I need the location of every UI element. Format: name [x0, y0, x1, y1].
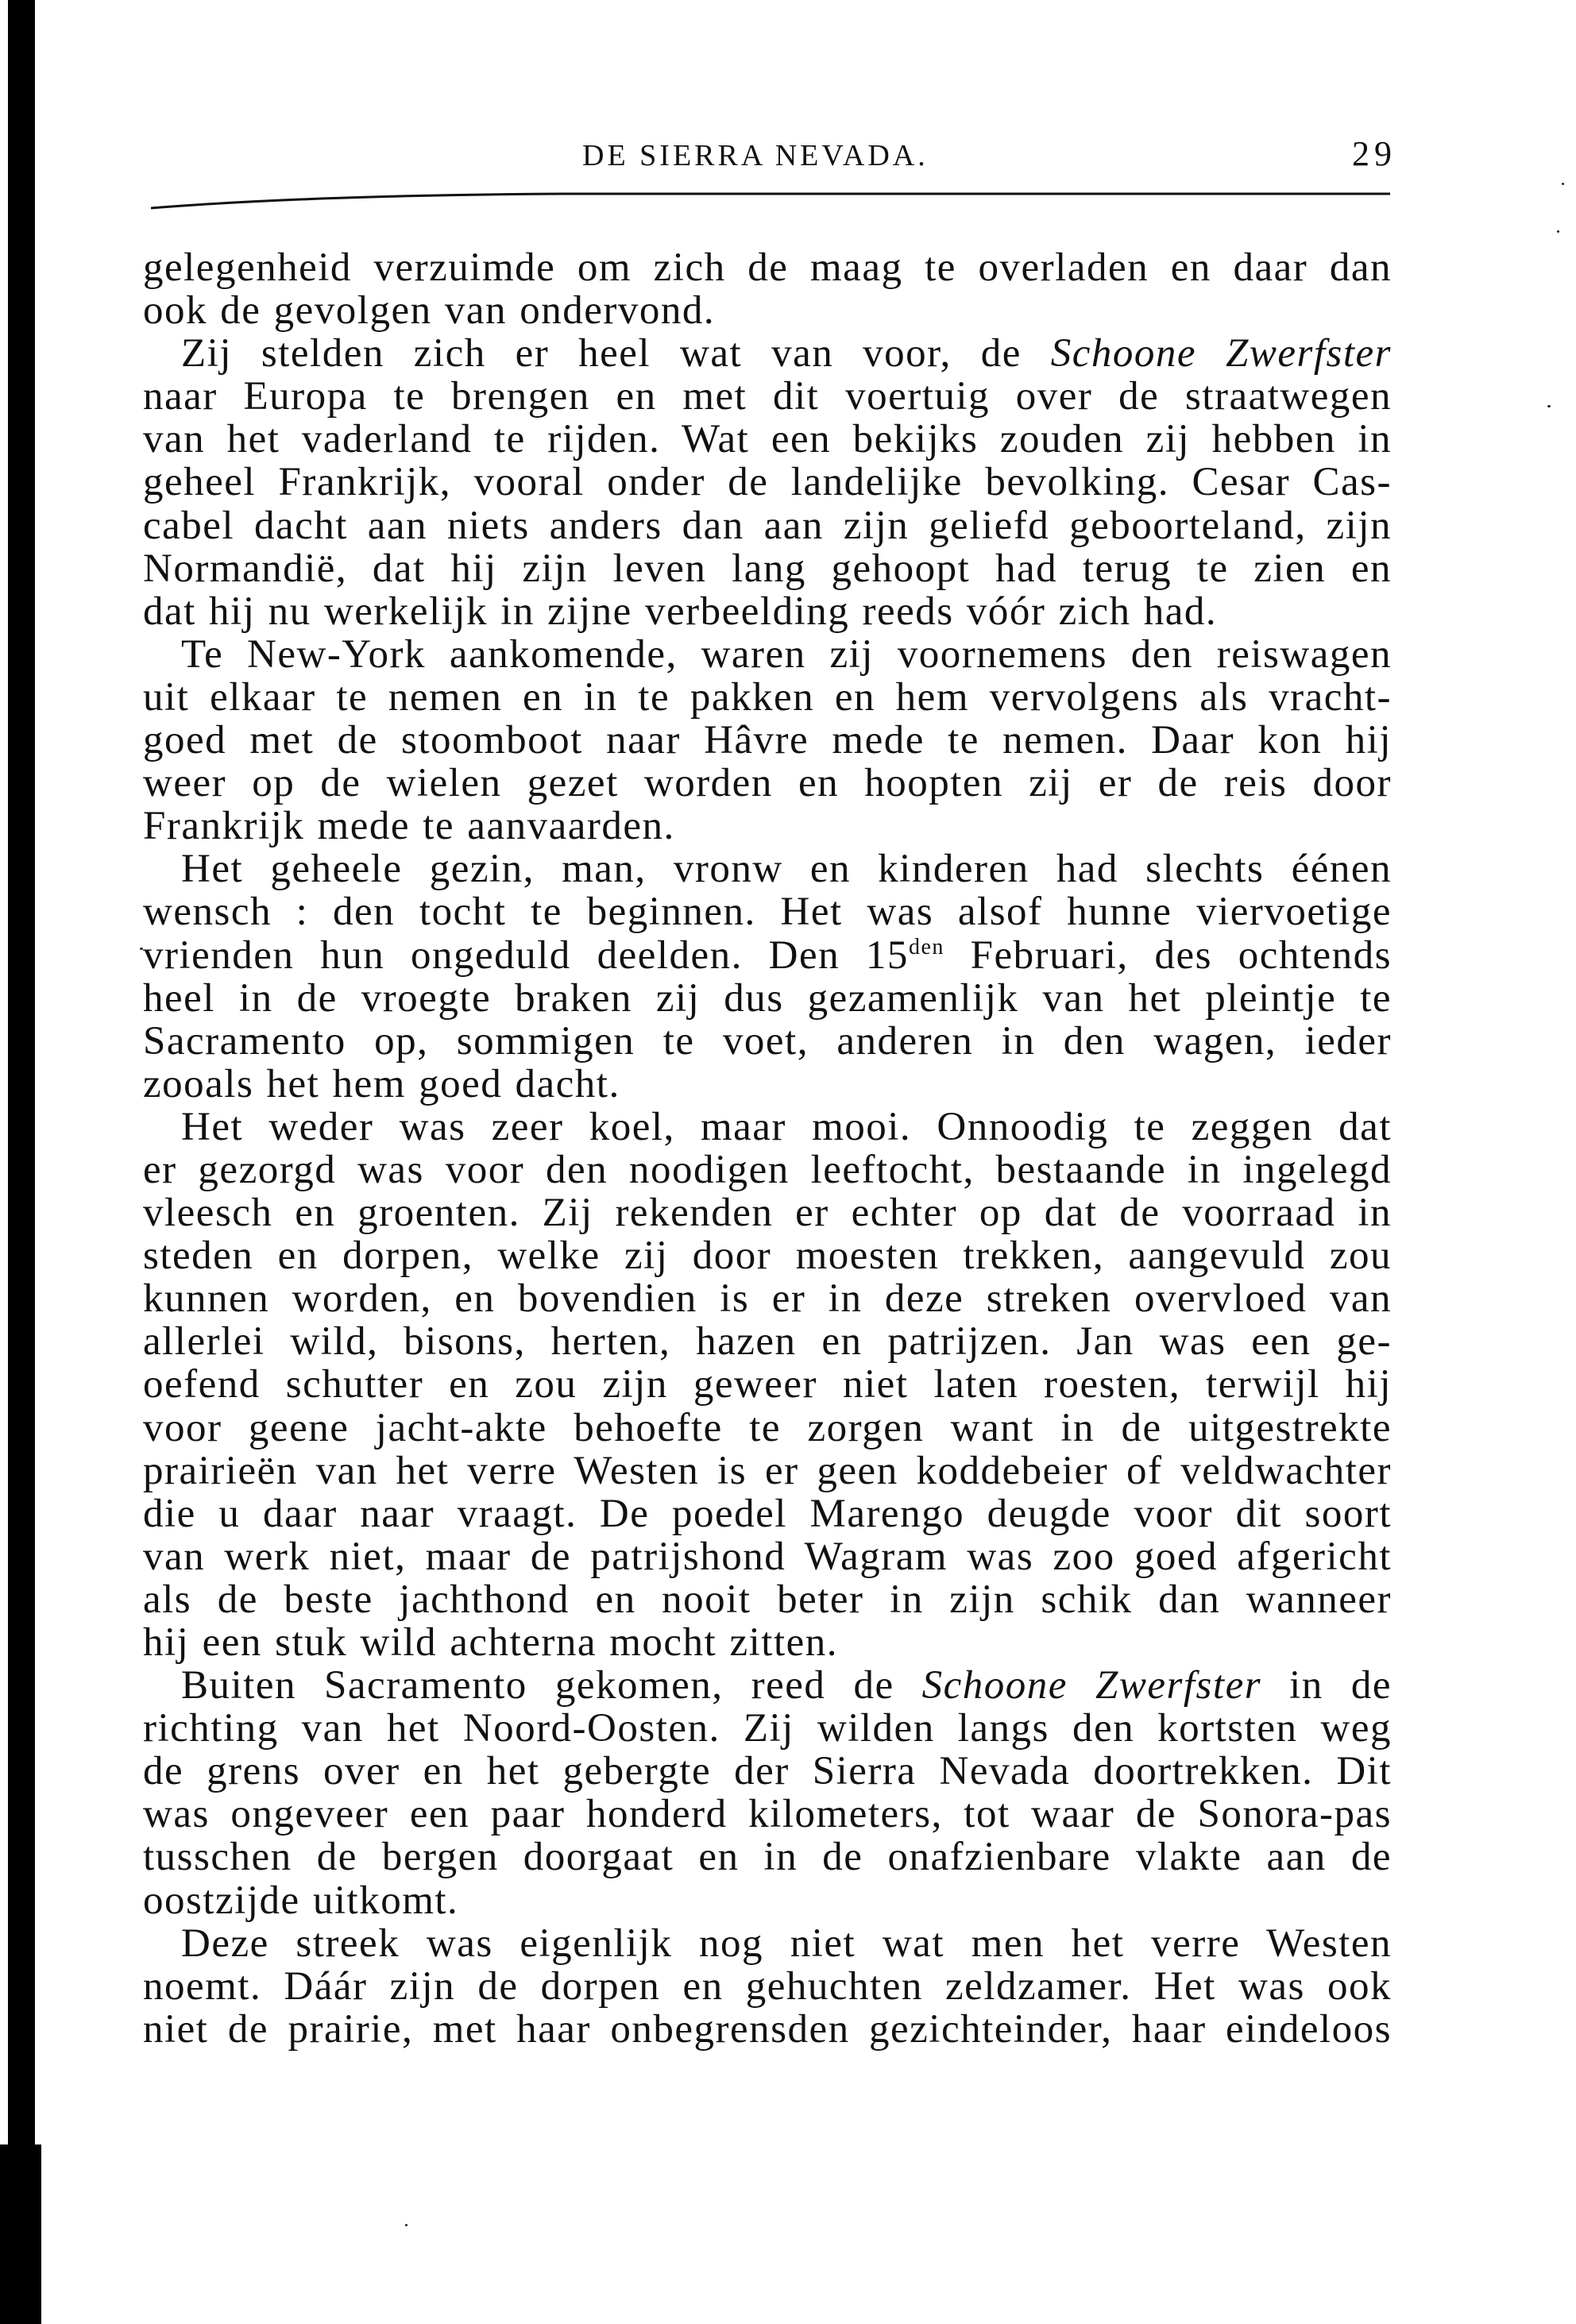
- text-line-content: dat hij nu werkelijk in zijne verbeelding reeds vóór zich had.: [143, 589, 1218, 634]
- italic-title: Schoone Zwerfster: [921, 1663, 1262, 1708]
- text-line: [143, 1148, 1392, 1191]
- text-line-content: Zij stelden zich er heel wat van voor, de: [181, 331, 1051, 376]
- text-line-content: noemt. Dáár zijn de dorpen en gehuchten zeldzamer. Het was ook: [143, 1963, 1392, 2009]
- text-line: [143, 1063, 1392, 1106]
- text-line: [143, 375, 1392, 418]
- text-line-content: oostzijde uitkomt.: [143, 1878, 459, 1923]
- text-line-content: cabel dacht aan niets anders dan aan zijn geliefd geboorteland, zijn: [143, 503, 1392, 548]
- text-line: [143, 1621, 1392, 1664]
- text-line-content: Te New-York aankomende, waren zij voornemens den reiswagen: [181, 631, 1392, 677]
- text-line-content: die u daar naar vraagt. De poedel Marengo deugde voor dit soort: [143, 1491, 1392, 1536]
- text-line-content: uit elkaar te nemen en in te pakken en hem vervolgens als vracht-: [143, 674, 1392, 720]
- text-line: [143, 1277, 1392, 1320]
- text-line: [143, 332, 1392, 375]
- text-line: [143, 246, 1392, 289]
- header-rule: [151, 191, 1390, 210]
- scan-speck: [1547, 405, 1551, 407]
- text-line-content: er gezorgd was voor den noodigen leeftocht, bestaande in ingelegd: [143, 1147, 1392, 1192]
- text-line-content: de grens over en het gebergte der Sierra Nevada doortrekken. Dit: [143, 1749, 1392, 1794]
- text-line: [143, 890, 1392, 933]
- text-line-content: wensch : den tocht te beginnen. Het was alsof hunne viervoetige: [143, 890, 1392, 935]
- text-line-content: Februari, des ochtends: [944, 932, 1393, 978]
- text-line: [143, 1836, 1392, 1878]
- text-line: [143, 1450, 1392, 1492]
- text-line: [143, 504, 1392, 547]
- text-line-content: Deze streek was eigenlijk nog niet wat men het verre Westen: [181, 1921, 1392, 1966]
- text-line-content: Frankrijk mede te aanvaarden.: [143, 804, 675, 849]
- text-line: [143, 1106, 1392, 1148]
- text-line-content: niet de prairie, met haar onbegrensden gezichteinder, haar eindeloos: [143, 2006, 1392, 2052]
- text-line: [143, 590, 1392, 633]
- text-line-content: als de beste jachthond en nooit beter in zijn schik dan wanneer: [143, 1577, 1392, 1622]
- scan-speck: [1562, 183, 1564, 185]
- text-line-content: geheel Frankrijk, vooral onder de landelijke bevolking. Cesar Cas-: [143, 460, 1392, 505]
- text-line-content: heel in de vroegte braken zij dus gezamenlijk van het pleintje te: [143, 975, 1392, 1021]
- text-line-content: vrienden hun ongeduld deelden. Den 15: [143, 932, 909, 978]
- text-line-content: prairieën van het verre Westen is er geen koddebeier of veldwachter: [143, 1448, 1392, 1493]
- ordinal-superscript: den: [908, 934, 944, 959]
- text-line: [143, 1407, 1392, 1450]
- text-line-content: gelegenheid verzuimde om zich de maag te overladen en daar dan: [143, 245, 1392, 290]
- text-line: [143, 1879, 1392, 1922]
- text-line: [143, 547, 1392, 590]
- text-line-content: ook de gevolgen van ondervond.: [143, 288, 716, 334]
- text-line-content: goed met de stoomboot naar Hâvre mede te nemen. Daar kon hij: [143, 718, 1392, 763]
- text-line: [143, 1578, 1392, 1621]
- text-line: [143, 1234, 1392, 1277]
- text-line: [143, 1922, 1392, 1965]
- scan-speck: [140, 948, 143, 950]
- text-line: [143, 1020, 1392, 1063]
- text-line: [143, 418, 1392, 461]
- text-line-content: weer op de wielen gezet worden en hoopten zij er de reis door: [143, 761, 1392, 806]
- text-line-content: voor geene jacht-akte behoefte te zorgen want in de uitgestrekte: [143, 1405, 1392, 1450]
- text-line: [143, 1363, 1392, 1406]
- text-line: [143, 2008, 1392, 2051]
- text-line-content: tusschen de bergen doorgaat en in de onafzienbare vlakte aan de: [143, 1835, 1392, 1880]
- text-line-content: oefend schutter en zou zijn geweer niet laten roesten, terwijl hij: [143, 1362, 1392, 1407]
- text-line-content: hij een stuk wild achterna mocht zitten.: [143, 1620, 839, 1665]
- text-line-content: Het weder was zeer koel, maar mooi. Onnoodig te zeggen dat: [181, 1104, 1392, 1149]
- page-number: 29: [1352, 134, 1396, 173]
- text-line-content: in de: [1261, 1663, 1393, 1708]
- text-line: [143, 1320, 1392, 1363]
- text-line: [143, 1191, 1392, 1234]
- text-line-content: van het vaderland te rijden. Wat een bekijks zouden zij hebben in: [143, 417, 1392, 462]
- text-line: [143, 1965, 1392, 2008]
- text-line: [143, 1664, 1392, 1707]
- text-line-content: van werk niet, maar de patrijshond Wagram was zoo goed afgericht: [143, 1534, 1392, 1579]
- text-line: [143, 762, 1392, 805]
- text-line-content: kunnen worden, en bovendien is er in deze streken overvloed van: [143, 1276, 1392, 1322]
- text-line: [143, 633, 1392, 676]
- running-head: DE SIERRA NEVADA.: [582, 139, 929, 172]
- text-line: [143, 676, 1392, 719]
- scan-spine-shadow-bottom: [0, 2144, 41, 2324]
- text-line-content: naar Europa te brengen en met dit voertuig over de straatwegen: [143, 374, 1392, 419]
- text-line-content: Sacramento op, sommigen te voet, anderen in den wagen, ieder: [143, 1018, 1392, 1064]
- text-line: [143, 1707, 1392, 1750]
- text-line-content: zooals het hem goed dacht.: [143, 1061, 620, 1106]
- scan-speck: [405, 2224, 408, 2226]
- scan-spine-shadow: [8, 0, 35, 2324]
- text-line-content: steden en dorpen, welke zij door moesten trekken, aangevuld zou: [143, 1233, 1392, 1279]
- text-line: [143, 934, 1392, 977]
- text-line: [143, 1750, 1392, 1793]
- text-line-content: allerlei wild, bisons, herten, hazen en patrijzen. Jan was een ge-: [143, 1319, 1392, 1365]
- text-line: [143, 805, 1392, 847]
- italic-title: Schoone Zwerfster: [1050, 331, 1392, 376]
- text-line: [143, 461, 1392, 504]
- text-line: [143, 1535, 1392, 1578]
- text-line: [143, 1793, 1392, 1836]
- text-line-content: was ongeveer een paar honderd kilometers, tot waar de Sonora-pas: [143, 1792, 1392, 1837]
- text-line-content: vleesch en groenten. Zij rekenden er echter op dat de voorraad in: [143, 1191, 1392, 1236]
- text-line-content: richting van het Noord-Oosten. Zij wilden langs den kortsten weg: [143, 1706, 1392, 1751]
- scan-speck: [1557, 230, 1559, 233]
- text-line-content: Buiten Sacramento gekomen, reed de: [181, 1663, 922, 1708]
- body-text: [143, 246, 1392, 2051]
- text-line-content: Normandië, dat hij zijn leven lang gehoopt had terug te zien en: [143, 546, 1392, 591]
- text-line: [143, 1492, 1392, 1535]
- text-line-content: Het geheele gezin, man, vronw en kinderen had slechts éénen: [181, 847, 1392, 892]
- text-line: [143, 977, 1392, 1020]
- text-line: [143, 719, 1392, 762]
- text-line: [143, 847, 1392, 890]
- text-line: [143, 289, 1392, 332]
